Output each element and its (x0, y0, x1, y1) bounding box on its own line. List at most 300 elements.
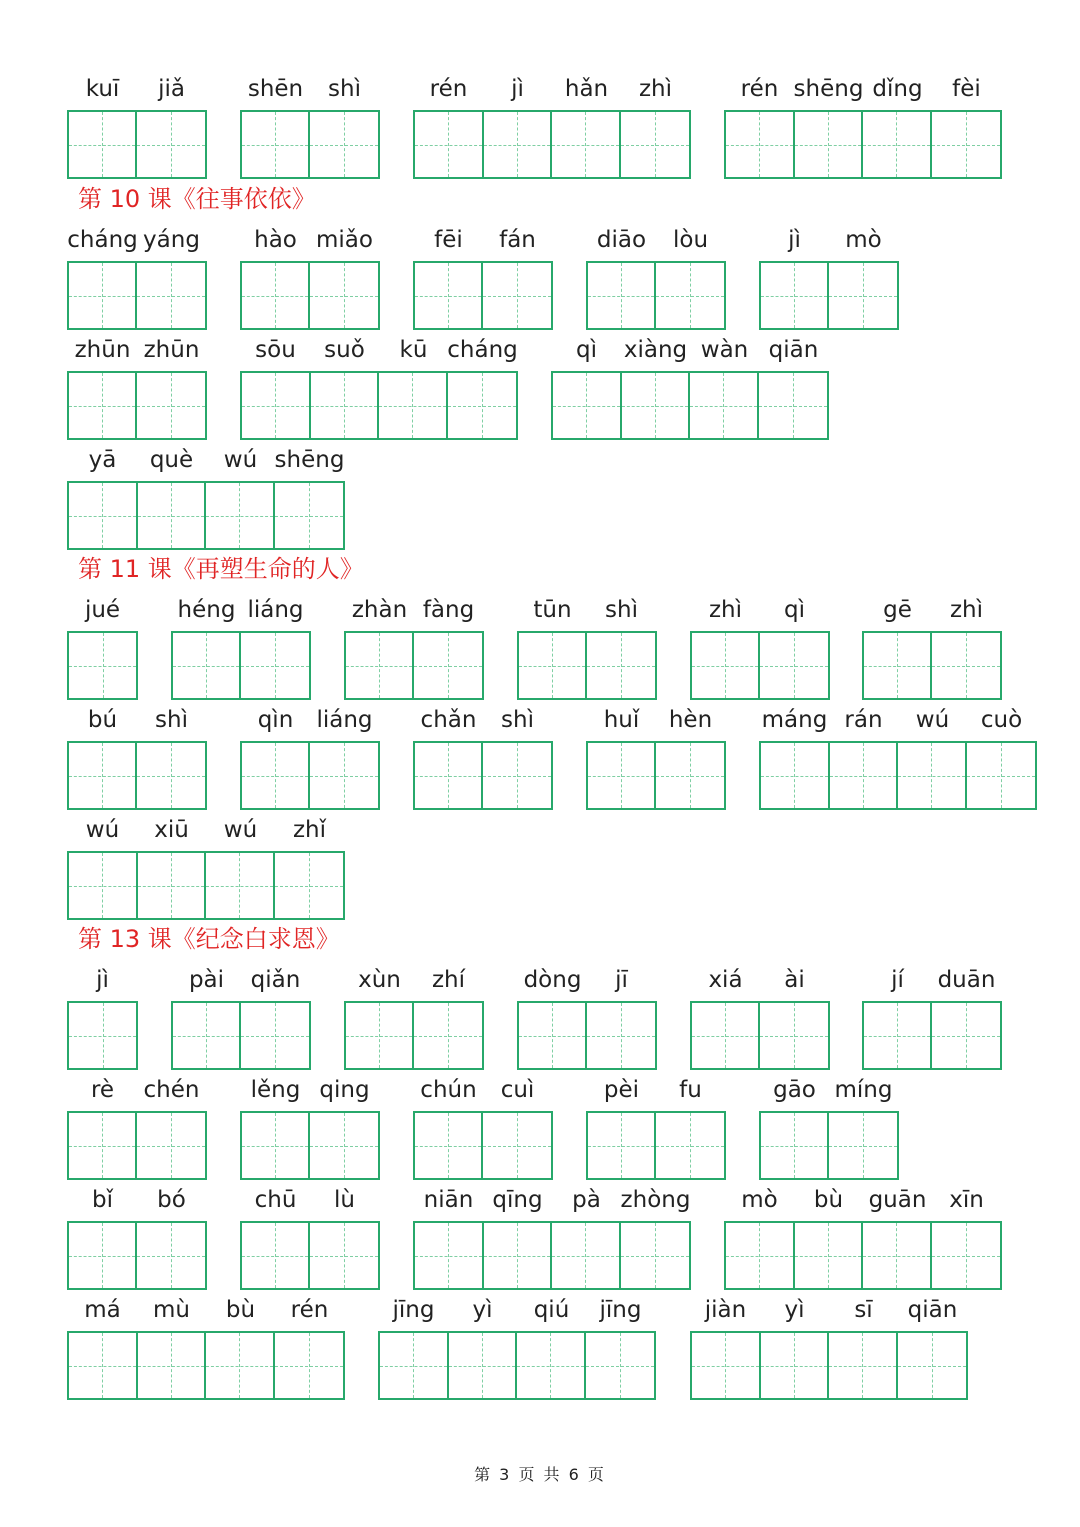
pinyin-label: shì (501, 707, 534, 733)
tianzige-cell[interactable] (415, 263, 483, 328)
tianzige-cell[interactable] (761, 263, 829, 328)
tianzige-cell[interactable] (414, 633, 482, 698)
guide-line-horizontal (448, 406, 516, 407)
tianzige-cell[interactable] (517, 1333, 586, 1398)
guide-line-horizontal (242, 1256, 308, 1257)
guide-line-horizontal (761, 1146, 827, 1147)
pinyin-label: bù (813, 1187, 844, 1213)
tianzige-cell[interactable] (310, 1113, 378, 1178)
pinyin-label: diāo (596, 227, 647, 253)
pinyin-label: xiàng (623, 337, 688, 363)
guide-line-horizontal (242, 145, 308, 146)
pinyin-label: qìn (257, 707, 294, 733)
pinyin-label: wàn (700, 337, 749, 363)
writing-grid[interactable] (171, 1001, 311, 1070)
tianzige-cell[interactable] (932, 633, 1000, 698)
tianzige-cell[interactable] (621, 1223, 689, 1288)
pinyin-label: lěng (250, 1077, 301, 1103)
lesson-heading: 第 11 课《再塑生命的人》 (78, 555, 364, 583)
guide-line-horizontal (173, 666, 239, 667)
tianzige-cell[interactable] (206, 1333, 275, 1398)
pinyin-label: zhì (949, 597, 984, 623)
guide-line-horizontal (138, 516, 205, 517)
tianzige-cell[interactable] (932, 1223, 1000, 1288)
tianzige-cell[interactable] (759, 373, 827, 438)
tianzige-cell[interactable] (206, 483, 275, 548)
writing-grid[interactable] (171, 631, 311, 700)
guide-line-horizontal (137, 406, 205, 407)
tianzige-cell[interactable] (242, 112, 310, 177)
tianzige-cell[interactable] (69, 1003, 136, 1068)
pinyin-label: jì (511, 76, 524, 102)
guide-line-horizontal (863, 145, 930, 146)
tianzige-cell[interactable] (656, 1113, 724, 1178)
tianzige-cell[interactable] (484, 112, 553, 177)
writing-grid[interactable] (759, 1111, 899, 1180)
guide-line-horizontal (241, 1036, 309, 1037)
pinyin-label: qiān (768, 337, 819, 363)
writing-grid[interactable] (586, 1111, 726, 1180)
tianzige-cell[interactable] (830, 743, 899, 808)
pinyin-label: sōu (255, 337, 296, 363)
guide-line-horizontal (137, 296, 205, 297)
pinyin-label: pà (572, 1187, 601, 1213)
writing-grid[interactable] (240, 110, 380, 179)
pinyin-label: jué (84, 597, 121, 623)
tianzige-cell[interactable] (415, 1113, 483, 1178)
guide-line-horizontal (380, 1366, 447, 1367)
tianzige-cell[interactable] (795, 112, 864, 177)
tianzige-cell[interactable] (346, 1003, 414, 1068)
pinyin-label: jīng (599, 1297, 642, 1323)
pinyin-label: jī (615, 967, 628, 993)
pinyin-label: má (84, 1297, 121, 1323)
writing-grid[interactable] (67, 371, 207, 440)
pinyin-label: zhòng (620, 1187, 691, 1213)
guide-line-horizontal (587, 1036, 655, 1037)
tianzige-cell[interactable] (414, 1003, 482, 1068)
pinyin-label: huǐ (603, 707, 640, 733)
tianzige-cell[interactable] (138, 483, 207, 548)
tianzige-cell[interactable] (519, 633, 587, 698)
tianzige-cell[interactable] (967, 743, 1035, 808)
tianzige-cell[interactable] (863, 1223, 932, 1288)
pinyin-label: rán (844, 707, 883, 733)
pinyin-label: wú (223, 447, 258, 473)
writing-grid[interactable] (413, 261, 553, 330)
guide-line-horizontal (242, 1146, 308, 1147)
tianzige-cell[interactable] (761, 743, 830, 808)
pinyin-label: cháng (447, 337, 518, 363)
guide-line-horizontal (449, 1366, 516, 1367)
pinyin-label: liáng (316, 707, 373, 733)
pinyin-label: zhàn (351, 597, 408, 623)
tianzige-cell[interactable] (379, 373, 448, 438)
pinyin-label: dòng (523, 967, 582, 993)
tianzige-cell[interactable] (310, 112, 378, 177)
tianzige-cell[interactable] (242, 1113, 310, 1178)
guide-line-horizontal (863, 1256, 930, 1257)
pinyin-label: jiǎ (158, 76, 185, 102)
guide-line-horizontal (932, 145, 1000, 146)
guide-line-horizontal (690, 406, 757, 407)
guide-line-horizontal (656, 296, 724, 297)
writing-grid[interactable] (690, 1331, 968, 1400)
tianzige-cell[interactable] (483, 263, 551, 328)
guide-line-horizontal (415, 145, 482, 146)
tianzige-cell[interactable] (69, 112, 137, 177)
pinyin-label: chún (420, 1077, 477, 1103)
guide-line-horizontal (346, 666, 412, 667)
guide-line-horizontal (137, 776, 205, 777)
writing-grid[interactable] (240, 261, 380, 330)
tianzige-cell[interactable] (932, 1003, 1000, 1068)
tianzige-cell[interactable] (726, 1223, 795, 1288)
tianzige-cell[interactable] (69, 743, 137, 808)
tianzige-cell[interactable] (242, 263, 310, 328)
pinyin-label: xīn (949, 1187, 984, 1213)
writing-grid[interactable] (67, 851, 345, 920)
tianzige-cell[interactable] (69, 1333, 138, 1398)
pinyin-label: jì (788, 227, 801, 253)
tianzige-cell[interactable] (829, 1113, 897, 1178)
guide-line-horizontal (586, 1366, 654, 1367)
writing-grid[interactable] (67, 1221, 207, 1290)
tianzige-cell[interactable] (690, 373, 759, 438)
pinyin-label: jí (891, 967, 904, 993)
tianzige-cell[interactable] (69, 263, 137, 328)
tianzige-cell[interactable] (241, 633, 309, 698)
writing-grid[interactable] (759, 741, 1037, 810)
pinyin-label: zhūn (143, 337, 200, 363)
pinyin-label: cuò (980, 707, 1023, 733)
pinyin-label: jīng (392, 1297, 435, 1323)
tianzige-cell[interactable] (275, 483, 343, 548)
guide-line-horizontal (69, 296, 135, 297)
tianzige-cell[interactable] (448, 373, 516, 438)
tianzige-cell[interactable] (588, 743, 656, 808)
pinyin-label: cuì (500, 1077, 535, 1103)
tianzige-cell[interactable] (415, 1223, 484, 1288)
writing-grid[interactable] (67, 110, 207, 179)
writing-grid[interactable] (67, 1331, 345, 1400)
pinyin-label: gē (883, 597, 912, 623)
tianzige-cell[interactable] (206, 853, 275, 918)
tianzige-cell[interactable] (898, 1333, 966, 1398)
tianzige-cell[interactable] (587, 1003, 655, 1068)
guide-line-horizontal (310, 1146, 378, 1147)
tianzige-cell[interactable] (275, 853, 343, 918)
pinyin-label: hǎn (564, 76, 609, 102)
tianzige-cell[interactable] (692, 633, 760, 698)
lesson-heading: 第 10 课《往事依依》 (78, 185, 316, 213)
tianzige-cell[interactable] (380, 1333, 449, 1398)
tianzige-cell[interactable] (69, 1223, 137, 1288)
tianzige-cell[interactable] (519, 1003, 587, 1068)
tianzige-cell[interactable] (863, 112, 932, 177)
writing-grid[interactable] (724, 110, 1002, 179)
guide-line-horizontal (206, 886, 273, 887)
pinyin-label: qì (576, 337, 597, 363)
guide-line-horizontal (414, 1036, 482, 1037)
tianzige-cell[interactable] (829, 263, 897, 328)
writing-grid[interactable] (344, 1001, 484, 1070)
pinyin-label: cháng (67, 227, 138, 253)
tianzige-cell[interactable] (138, 1333, 207, 1398)
pinyin-label: xiá (708, 967, 743, 993)
tianzige-cell[interactable] (932, 112, 1000, 177)
pinyin-label: yáng (143, 227, 200, 253)
tianzige-cell[interactable] (69, 633, 136, 698)
tianzige-cell[interactable] (138, 853, 207, 918)
tianzige-cell[interactable] (692, 1333, 761, 1398)
tianzige-cell[interactable] (483, 743, 551, 808)
guide-line-horizontal (69, 145, 135, 146)
pinyin-label: qiǎn (250, 967, 301, 993)
pinyin-label: bǐ (92, 1187, 113, 1213)
tianzige-cell[interactable] (311, 373, 380, 438)
tianzige-cell[interactable] (242, 743, 310, 808)
writing-grid[interactable] (724, 1221, 1002, 1290)
tianzige-cell[interactable] (587, 633, 655, 698)
writing-grid[interactable] (67, 1111, 207, 1180)
guide-line-horizontal (69, 1146, 135, 1147)
pinyin-label: fán (499, 227, 536, 253)
pinyin-label: shēng (793, 76, 864, 102)
tianzige-cell[interactable] (310, 743, 378, 808)
pinyin-label: guān (868, 1187, 927, 1213)
tianzige-cell[interactable] (346, 633, 414, 698)
guide-line-horizontal (656, 1146, 724, 1147)
pinyin-label: yì (472, 1297, 493, 1323)
writing-grid[interactable] (586, 261, 726, 330)
writing-grid[interactable] (67, 631, 138, 700)
tianzige-cell[interactable] (69, 853, 138, 918)
pinyin-label: fu (679, 1077, 702, 1103)
pinyin-label: chǎn (420, 707, 477, 733)
tianzige-cell[interactable] (449, 1333, 518, 1398)
tianzige-cell[interactable] (137, 743, 205, 808)
tianzige-cell[interactable] (173, 1003, 241, 1068)
tianzige-cell[interactable] (69, 483, 138, 548)
writing-grid[interactable] (378, 1331, 656, 1400)
tianzige-cell[interactable] (588, 263, 656, 328)
guide-line-horizontal (69, 406, 135, 407)
guide-line-horizontal (692, 666, 758, 667)
guide-line-horizontal (588, 776, 654, 777)
guide-line-horizontal (69, 886, 136, 887)
tianzige-cell[interactable] (69, 1113, 137, 1178)
tianzige-cell[interactable] (829, 1333, 898, 1398)
tianzige-cell[interactable] (864, 1003, 932, 1068)
pinyin-label: fēi (434, 227, 463, 253)
pinyin-label: qiú (533, 1297, 570, 1323)
pinyin-label: què (149, 447, 194, 473)
guide-line-horizontal (415, 1256, 482, 1257)
tianzige-cell[interactable] (137, 373, 205, 438)
writing-grid[interactable] (67, 741, 207, 810)
pinyin-label: fàng (422, 597, 475, 623)
writing-grid[interactable] (240, 1111, 380, 1180)
pinyin-label: shēng (274, 447, 345, 473)
writing-grid[interactable] (67, 261, 207, 330)
guide-line-horizontal (760, 666, 828, 667)
guide-line-horizontal (241, 666, 309, 667)
pinyin-label: qiān (907, 1297, 958, 1323)
pinyin-label: lù (334, 1187, 355, 1213)
guide-line-horizontal (621, 1256, 689, 1257)
pinyin-label: wú (223, 817, 258, 843)
tianzige-cell[interactable] (656, 743, 724, 808)
pinyin-label: chū (254, 1187, 297, 1213)
guide-line-horizontal (310, 776, 378, 777)
writing-grid[interactable] (517, 1001, 657, 1070)
writing-grid[interactable] (690, 1001, 830, 1070)
tianzige-cell[interactable] (415, 112, 484, 177)
pinyin-label: mò (845, 227, 882, 253)
guide-line-horizontal (69, 516, 136, 517)
writing-grid[interactable] (67, 481, 345, 550)
guide-line-horizontal (346, 1036, 412, 1037)
tianzige-cell[interactable] (864, 633, 932, 698)
page-footer: 第 3 页 共 6 页 (474, 1465, 606, 1484)
writing-grid[interactable] (586, 741, 726, 810)
writing-grid[interactable] (240, 371, 518, 440)
pinyin-label: zhì (638, 76, 673, 102)
pinyin-label: zhí (431, 967, 466, 993)
tianzige-cell[interactable] (622, 373, 691, 438)
pinyin-label: ài (784, 967, 805, 993)
tianzige-cell[interactable] (242, 1223, 310, 1288)
tianzige-cell[interactable] (795, 1223, 864, 1288)
pinyin-label: rè (90, 1077, 115, 1103)
guide-line-horizontal (932, 666, 1000, 667)
pinyin-label: tūn (533, 597, 572, 623)
tianzige-cell[interactable] (656, 263, 724, 328)
pinyin-label: mò (741, 1187, 778, 1213)
pinyin-label: dǐng (872, 76, 923, 102)
tianzige-cell[interactable] (760, 633, 828, 698)
guide-line-horizontal (932, 1036, 1000, 1037)
tianzige-cell[interactable] (761, 1333, 830, 1398)
writing-grid[interactable] (862, 1001, 1002, 1070)
writing-grid[interactable] (759, 261, 899, 330)
guide-line-horizontal (553, 406, 620, 407)
guide-line-horizontal (69, 776, 135, 777)
tianzige-cell[interactable] (553, 373, 622, 438)
tianzige-cell[interactable] (137, 112, 205, 177)
pinyin-label: lòu (672, 227, 709, 253)
guide-line-horizontal (519, 1036, 585, 1037)
tianzige-cell[interactable] (621, 112, 689, 177)
tianzige-cell[interactable] (310, 1223, 378, 1288)
guide-line-horizontal (242, 296, 308, 297)
pinyin-label: sī (854, 1297, 873, 1323)
tianzige-cell[interactable] (69, 373, 137, 438)
guide-line-horizontal (484, 1256, 551, 1257)
guide-line-horizontal (275, 886, 343, 887)
pinyin-label: kuī (85, 76, 120, 102)
writing-grid[interactable] (413, 110, 691, 179)
pinyin-label: qì (784, 597, 805, 623)
tianzige-cell[interactable] (415, 743, 483, 808)
writing-grid[interactable] (517, 631, 657, 700)
guide-line-horizontal (69, 666, 136, 667)
tianzige-cell[interactable] (898, 743, 967, 808)
writing-grid[interactable] (862, 631, 1002, 700)
pinyin-label: máng (761, 707, 828, 733)
tianzige-cell[interactable] (137, 263, 205, 328)
writing-grid[interactable] (344, 631, 484, 700)
tianzige-cell[interactable] (275, 1333, 343, 1398)
tianzige-cell[interactable] (241, 1003, 309, 1068)
writing-grid[interactable] (551, 371, 829, 440)
guide-line-horizontal (173, 1036, 239, 1037)
writing-grid[interactable] (240, 1221, 380, 1290)
writing-grid[interactable] (67, 1001, 138, 1070)
writing-grid[interactable] (413, 741, 553, 810)
tianzige-cell[interactable] (484, 1223, 553, 1288)
guide-line-horizontal (795, 1256, 862, 1257)
guide-line-horizontal (692, 1366, 759, 1367)
writing-grid[interactable] (413, 1221, 691, 1290)
writing-grid[interactable] (690, 631, 830, 700)
pinyin-label: bú (87, 707, 118, 733)
tianzige-cell[interactable] (761, 1113, 829, 1178)
writing-grid[interactable] (413, 1111, 553, 1180)
tianzige-cell[interactable] (760, 1003, 828, 1068)
guide-line-horizontal (726, 145, 793, 146)
pinyin-label: hào (254, 227, 297, 253)
tianzige-cell[interactable] (588, 1113, 656, 1178)
tianzige-cell[interactable] (692, 1003, 760, 1068)
tianzige-cell[interactable] (310, 263, 378, 328)
guide-line-horizontal (795, 145, 862, 146)
pinyin-label: pèi (603, 1077, 640, 1103)
guide-line-horizontal (138, 886, 205, 887)
pinyin-label: qīng (492, 1187, 543, 1213)
tianzige-cell[interactable] (173, 633, 241, 698)
tianzige-cell[interactable] (552, 112, 621, 177)
guide-line-horizontal (69, 1256, 135, 1257)
writing-grid[interactable] (240, 741, 380, 810)
tianzige-cell[interactable] (137, 1113, 205, 1178)
guide-line-horizontal (415, 296, 481, 297)
guide-line-horizontal (242, 406, 309, 407)
pinyin-label: shì (328, 76, 361, 102)
guide-line-horizontal (761, 776, 828, 777)
pinyin-label: chén (143, 1077, 200, 1103)
guide-line-horizontal (552, 1256, 619, 1257)
pinyin-label: jiàn (704, 1297, 747, 1323)
guide-line-horizontal (415, 776, 481, 777)
guide-line-horizontal (137, 145, 205, 146)
tianzige-cell[interactable] (726, 112, 795, 177)
tianzige-cell[interactable] (586, 1333, 654, 1398)
pinyin-label: héng (177, 597, 236, 623)
pinyin-label: bó (157, 1187, 186, 1213)
guide-line-horizontal (932, 1256, 1000, 1257)
guide-line-horizontal (310, 1256, 378, 1257)
tianzige-cell[interactable] (242, 373, 311, 438)
tianzige-cell[interactable] (137, 1223, 205, 1288)
guide-line-horizontal (310, 296, 378, 297)
guide-line-horizontal (414, 666, 482, 667)
guide-line-horizontal (206, 1366, 273, 1367)
guide-line-horizontal (483, 296, 551, 297)
tianzige-cell[interactable] (552, 1223, 621, 1288)
tianzige-cell[interactable] (483, 1113, 551, 1178)
